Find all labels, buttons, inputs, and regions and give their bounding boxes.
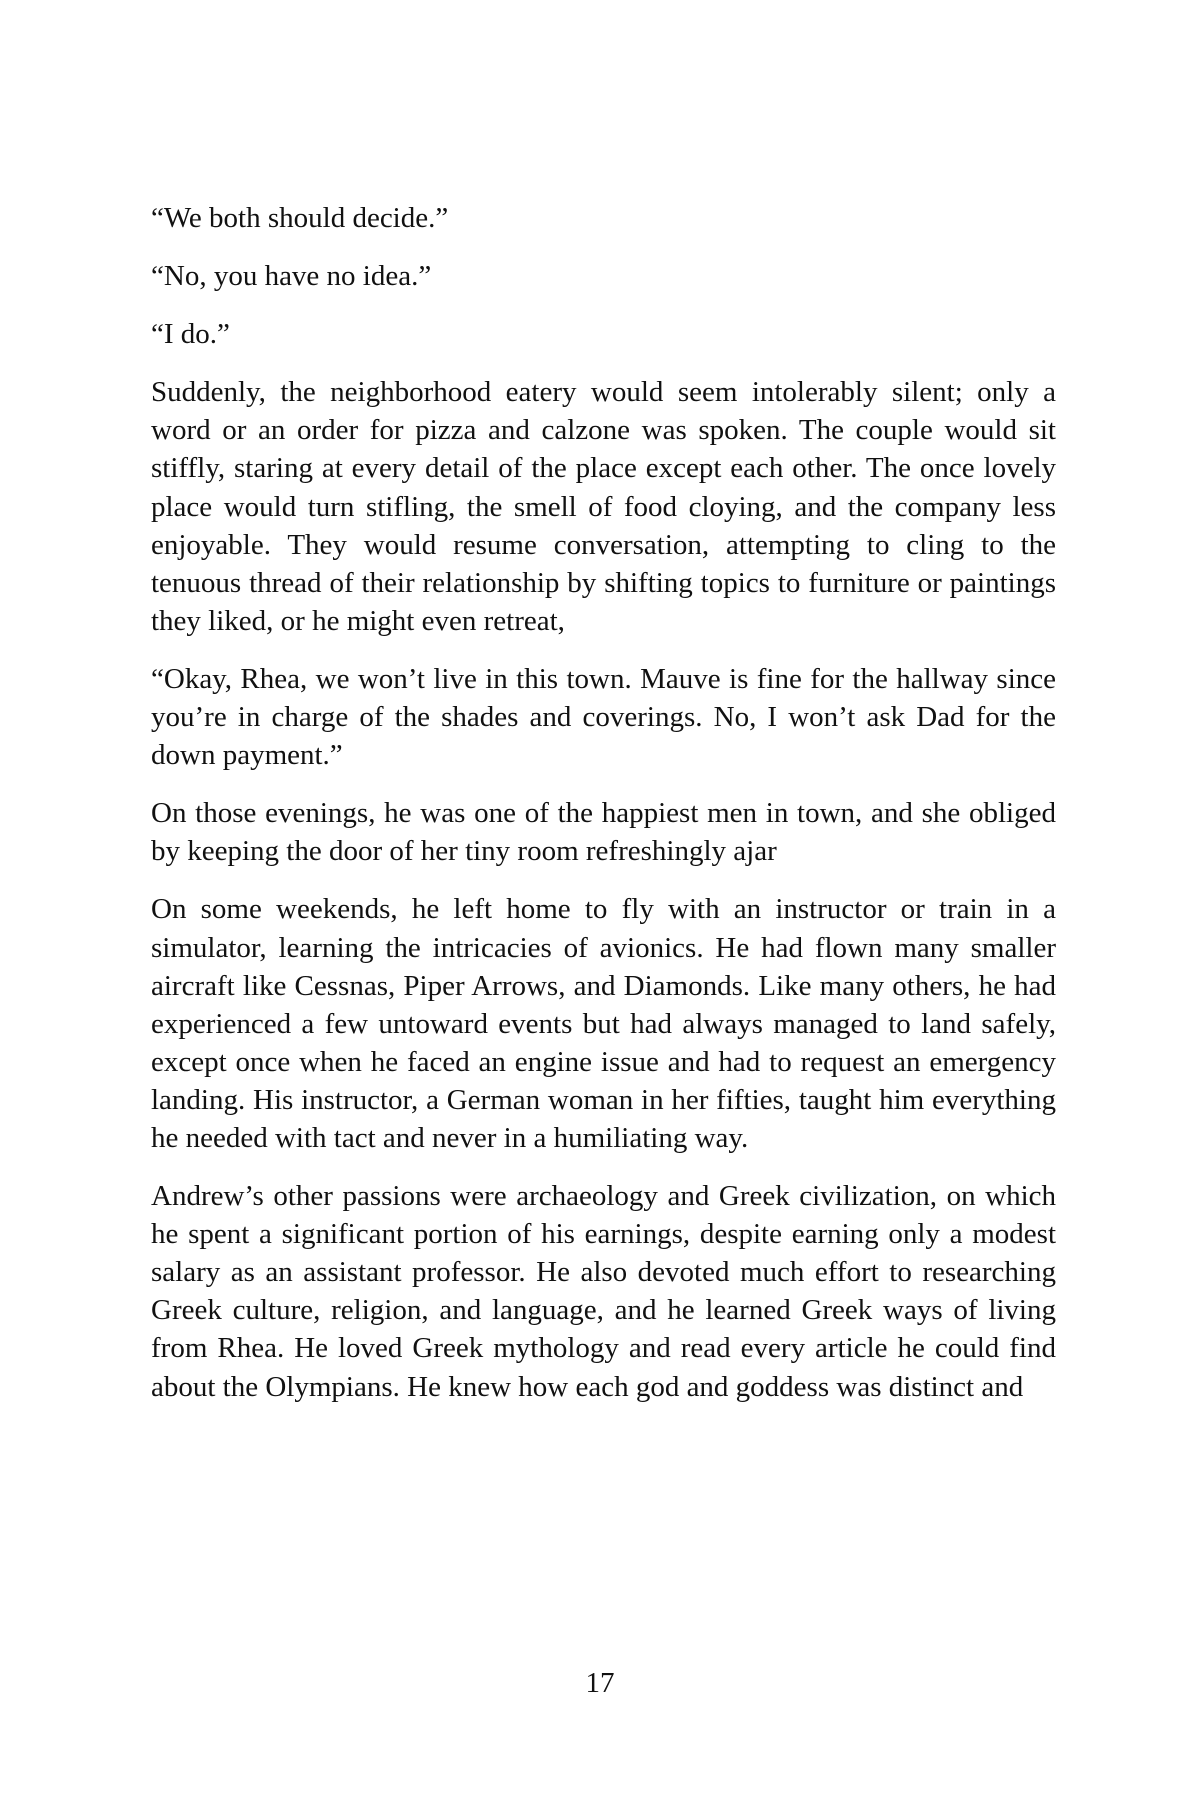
- paragraph: Suddenly, the neighborhood eatery would seem intolerably silent; only a word or an order for pizza and calzone was spoken. The couple would sit stiffly, staring at every detail of the place except each other. The once lovely place would turn stifling, the smell of food cloying, and the company less enjoyable. They would resume conversation, attempting to cling to the tenuous thread of their relationship by shifting topics to furniture or paintings they liked, or he might even retreat,: [151, 376, 1056, 637]
- page-number: 17: [585, 1667, 615, 1699]
- paragraph: Andrew’s other passions were archaeology and Greek civilization, on which he spent a significant portion of his earnings, despite earning only a modest salary as an assistant professor. He also devoted much effort to researching Greek culture, religion, and language, and he learned Greek ways of living from Rhea. He loved Greek mythology and read every article he could find about the Olympians. He knew how each god and goddess was distinct and: [151, 1180, 1056, 1403]
- paragraph: On some weekends, he left home to fly with an instructor or train in a simulator, learning the intricacies of avionics. He had flown many smaller aircraft like Cessnas, Piper Arrows, and Diamonds. Like many others, he had experienced a few untoward events but had always managed to land safely, except once when he faced an engine issue and had to request an emergency landing. His instructor, a German woman in her fifties, taught him everything he needed with tact and never in a humiliating way.: [151, 893, 1056, 1154]
- paragraph: On those evenings, he was one of the happiest men in town, and she obliged by keeping the door of her tiny room refreshingly ajar: [151, 797, 1056, 868]
- dialogue-line: “We both should decide.”: [151, 202, 449, 234]
- body-text: [151, 199, 1056, 1426]
- paragraph: “Okay, Rhea, we won’t live in this town. Mauve is fine for the hallway since you’re in charge of the shades and coverings. No, I won’t ask Dad for the down payment.”: [151, 662, 1056, 772]
- dialogue-line: “I do.”: [151, 318, 230, 351]
- dialogue-line: “No, you have no idea.”: [151, 260, 432, 293]
